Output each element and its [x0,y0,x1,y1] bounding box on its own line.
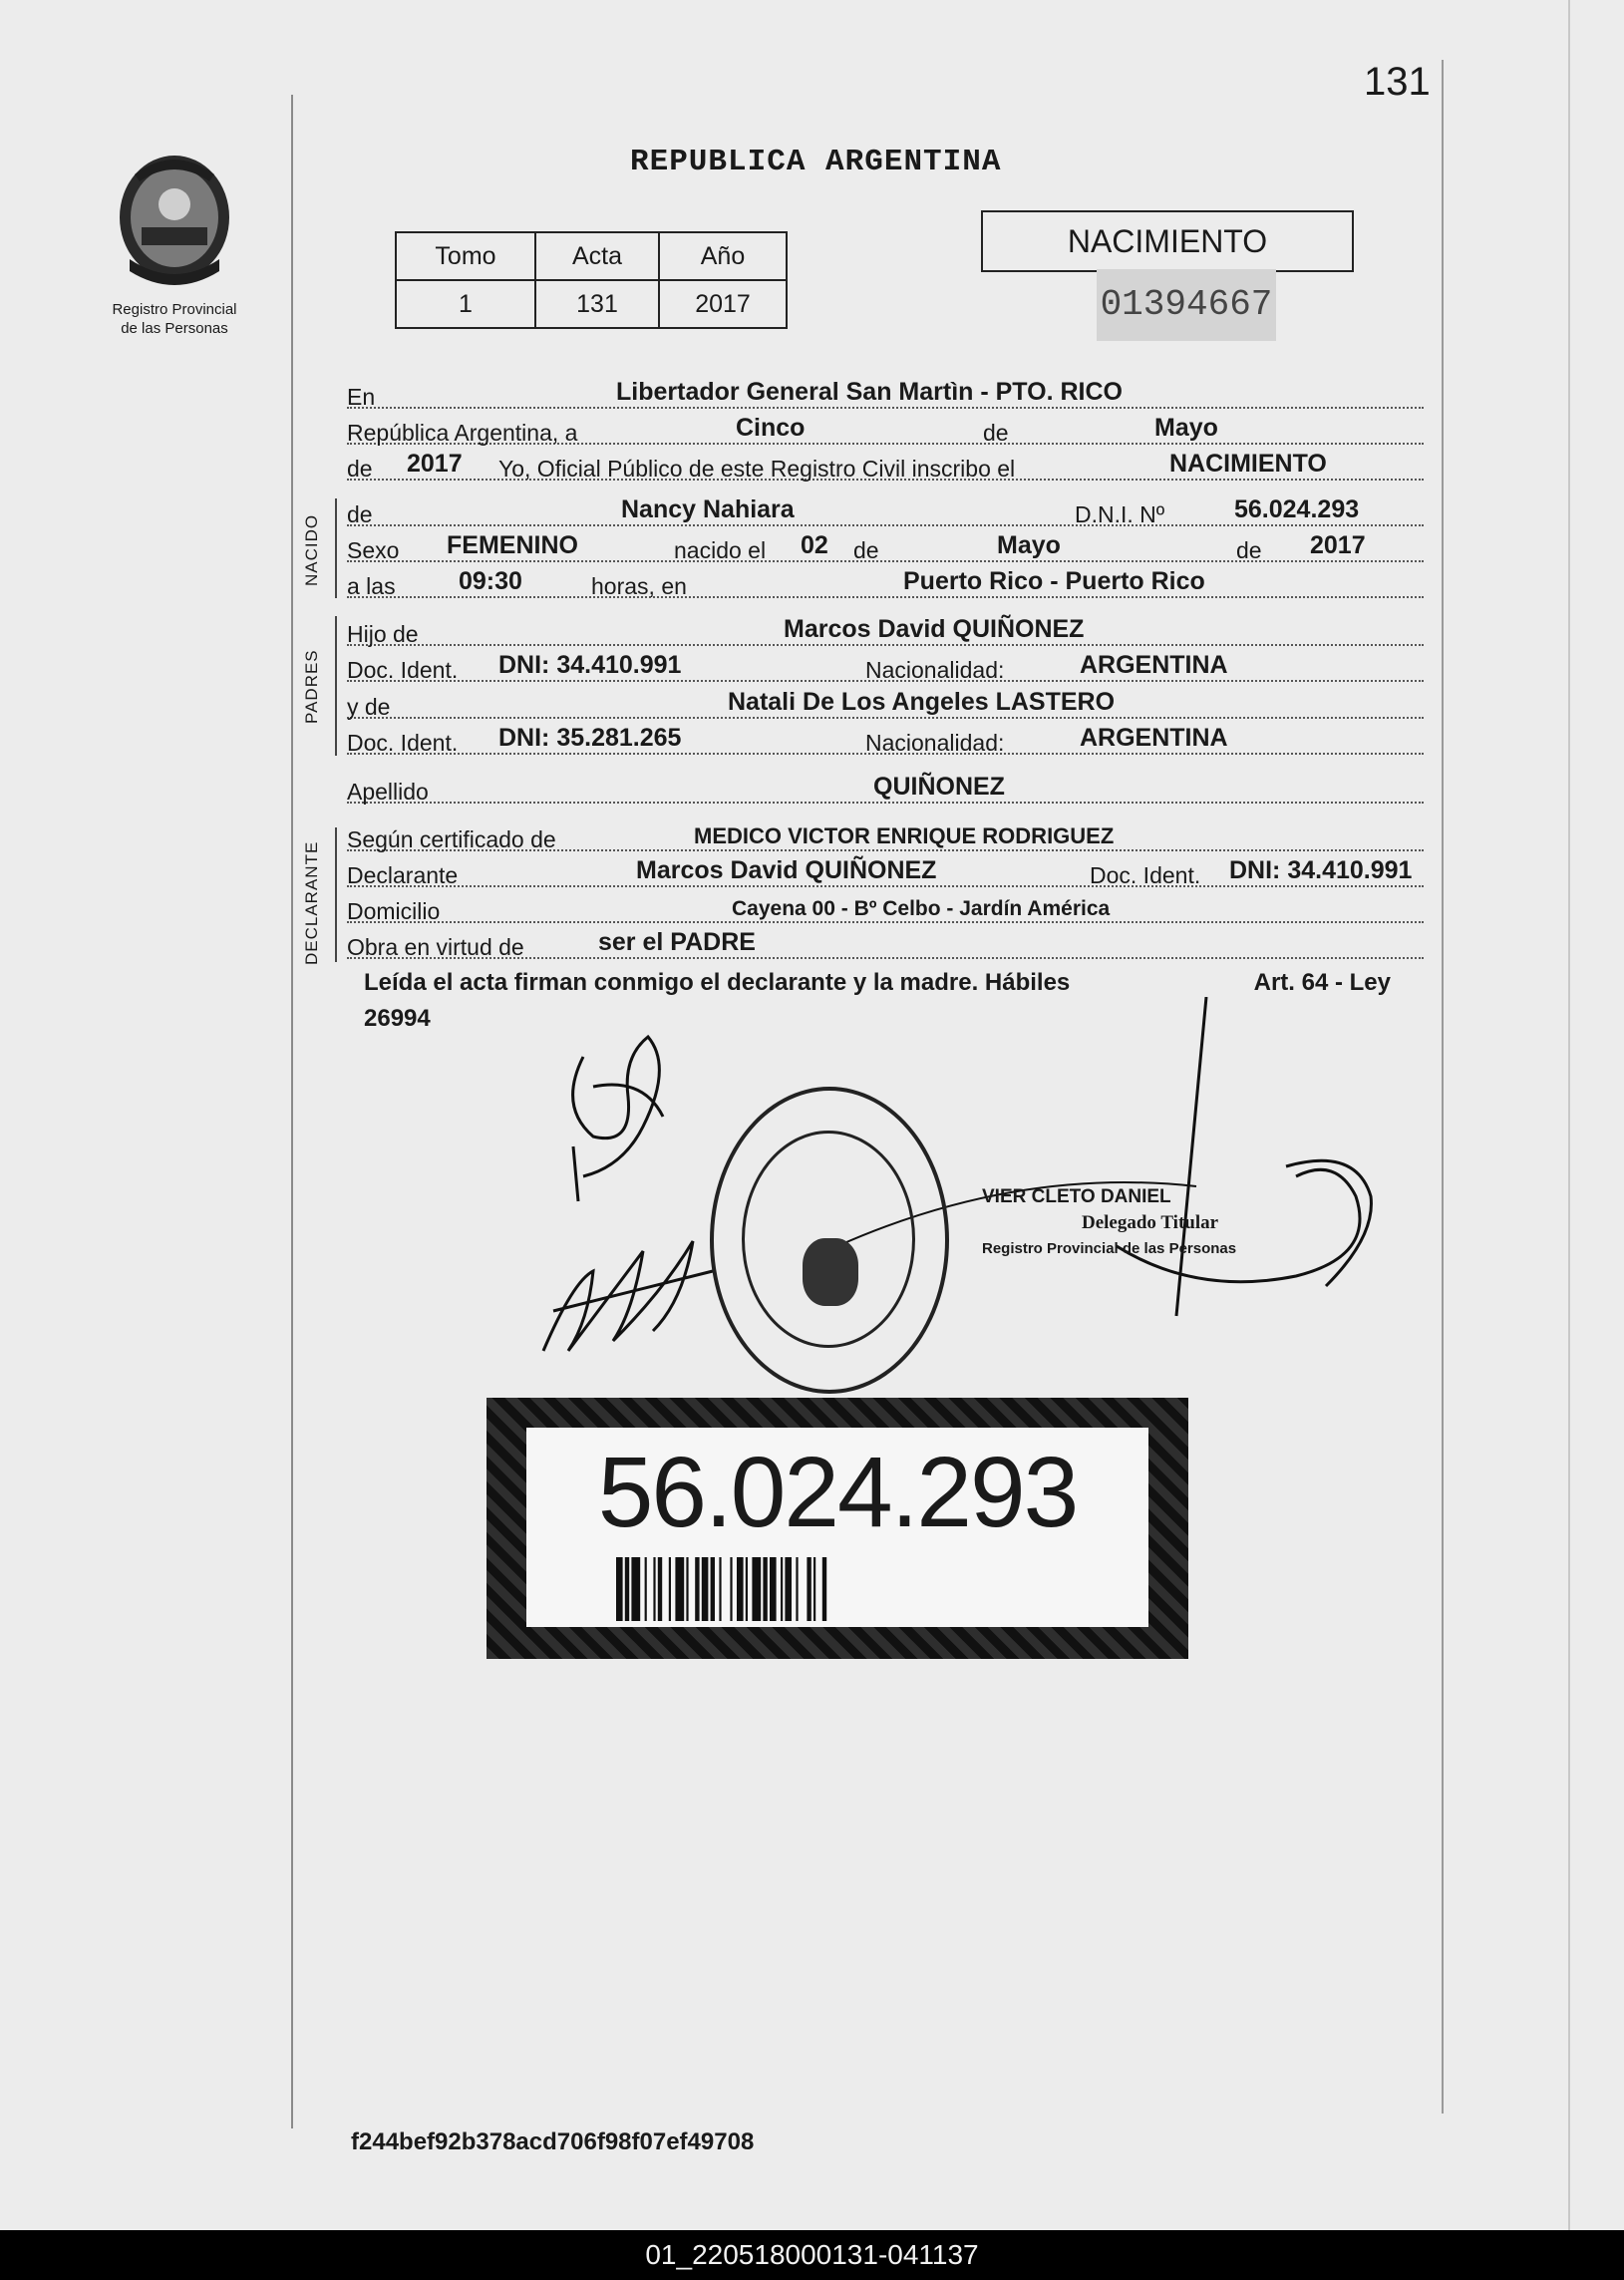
row-doc-padre [347,646,1424,682]
value-birth-day: 02 [801,531,828,559]
logo-caption-line2: de las Personas [121,320,228,337]
page-edge [1568,0,1570,2230]
row-domicilio [347,887,1424,923]
value-birth-month: Mayo [997,531,1061,559]
label-inscribe: Yo, Oficial Público de este Registro Civil inscribo el [498,456,1016,482]
value-year: 2017 [407,450,463,478]
value-dni: 56.024.293 [1234,495,1360,523]
value-tomo: 1 [396,280,535,328]
row-doc-madre [347,719,1424,755]
section-bar-declarante [335,827,337,962]
round-stamp-inner [742,1131,915,1348]
value-father-dni: DNI: 34.410.991 [498,651,682,679]
round-stamp [710,1087,949,1394]
label-obra: Obra en virtud de [347,934,524,960]
row-declarante [347,851,1424,887]
label-nac-padre: Nacionalidad: [865,657,1005,683]
value-address: Cayena 00 - Bº Celbo - Jardín América [732,897,1111,920]
serial-number: 01394667 [1097,269,1276,341]
label-sexo: Sexo [347,537,400,563]
value-birth-year: 2017 [1310,531,1366,559]
label-de-name: de [347,501,373,527]
official-office: Registro Provincial de las Personas [982,1240,1237,1257]
row-obra [347,923,1424,959]
closing-text: Leída el acta firman conmigo el declarante y la madre. Hábiles [364,969,1071,996]
value-mother: Natali De Los Angeles LASTERO [728,688,1116,716]
label-en: En [347,384,376,410]
label-nacido: nacido el [674,537,767,563]
label-horas-en: horas, en [591,573,687,599]
label-doc-declarante: Doc. Ident. [1090,862,1201,888]
value-mother-nationality: ARGENTINA [1080,724,1228,752]
misiones-seal-icon [110,150,239,289]
value-act-type: NACIMIENTO [1169,450,1327,478]
label-de-birth-month: de [853,537,879,563]
value-birth-place: Puerto Rico - Puerto Rico [903,567,1205,595]
label-nac-madre: Nacionalidad: [865,730,1005,756]
value-ano: 2017 [659,280,787,328]
label-hijo: Hijo de [347,621,419,647]
document-hash: f244bef92b378acd706f98f07ef49708 [351,2128,755,2155]
left-margin-rule [291,95,293,2128]
value-declarant: Marcos David QUIÑONEZ [636,856,937,884]
row-apellido [347,768,1424,804]
label-de-birth-year: de [1236,537,1262,563]
document-title: REPUBLICA ARGENTINA [630,145,1002,179]
logo-caption-line1: Registro Provincial [112,301,237,318]
row-sexo [347,526,1424,562]
barcode-card [487,1398,1188,1659]
row-year-inscribe [347,445,1424,481]
label-doc-madre: Doc. Ident. [347,730,459,756]
row-hijo [347,610,1424,646]
value-child-name: Nancy Nahiara [621,495,795,523]
value-capacity: ser el PADRE [598,928,756,956]
label-dni: D.N.I. Nº [1075,501,1165,527]
label-a-las: a las [347,573,396,599]
value-declarant-dni: DNI: 34.410.991 [1229,856,1413,884]
official-name: VIER CLETO DANIEL [982,1186,1171,1207]
row-nombre [347,490,1424,526]
record-table [395,231,788,329]
record-type-box: NACIMIENTO [981,210,1354,272]
stamp-emblem-icon [803,1238,858,1306]
value-place: Libertador General San Martìn - PTO. RICO [616,378,1123,406]
label-domicilio: Domicilio [347,898,441,924]
row-certificado [347,815,1424,851]
signature-declarant-icon [553,1027,683,1206]
section-label-nacido: NACIDO [302,513,321,586]
signature-mother-icon [533,1211,723,1361]
label-de-month: de [983,420,1009,446]
section-bar-padres [335,616,337,756]
header-tomo: Tomo [396,232,535,280]
page-number: 131 [1364,60,1431,104]
label-y-de: y de [347,694,391,720]
value-mother-dni: DNI: 35.281.265 [498,724,682,752]
barcode-panel [526,1428,1148,1627]
barcode-number: 56.024.293 [597,1437,1078,1548]
right-margin-rule [1442,60,1444,2114]
value-certifier: MEDICO VICTOR ENRIQUE RODRIGUEZ [694,823,1115,848]
row-hora [347,562,1424,598]
value-day-word: Cinco [736,414,806,442]
value-father-nationality: ARGENTINA [1080,651,1228,679]
official-stamp [982,1184,1236,1262]
registry-logo [95,150,254,338]
row-republica [347,409,1424,445]
section-label-declarante: DECLARANTE [302,840,321,965]
value-surname: QUIÑONEZ [873,773,1005,801]
value-month: Mayo [1154,414,1218,442]
label-republica: República Argentina, a [347,420,578,446]
row-madre [347,683,1424,719]
label-certificado: Según certificado de [347,826,556,852]
header-ano: Año [659,232,787,280]
closing-article: Art. 64 - Ley [1253,969,1391,996]
label-de-year: de [347,456,373,482]
section-label-padres: PADRES [302,649,321,724]
value-sexo: FEMENINO [447,531,578,559]
closing-law: 26994 [364,1005,431,1032]
value-father: Marcos David QUIÑONEZ [784,615,1085,643]
section-bar-nacido [335,498,337,598]
value-hour: 09:30 [459,567,522,595]
label-apellido: Apellido [347,779,429,805]
row-en [347,373,1424,409]
header-acta: Acta [535,232,659,280]
barcode-bars-icon [616,1557,1059,1621]
value-acta: 131 [535,280,659,328]
official-title: Delegado Titular [1082,1212,1219,1233]
scan-footer: 01_220518000131-041137 [0,2230,1624,2280]
label-doc-padre: Doc. Ident. [347,657,459,683]
label-declarante: Declarante [347,862,459,888]
